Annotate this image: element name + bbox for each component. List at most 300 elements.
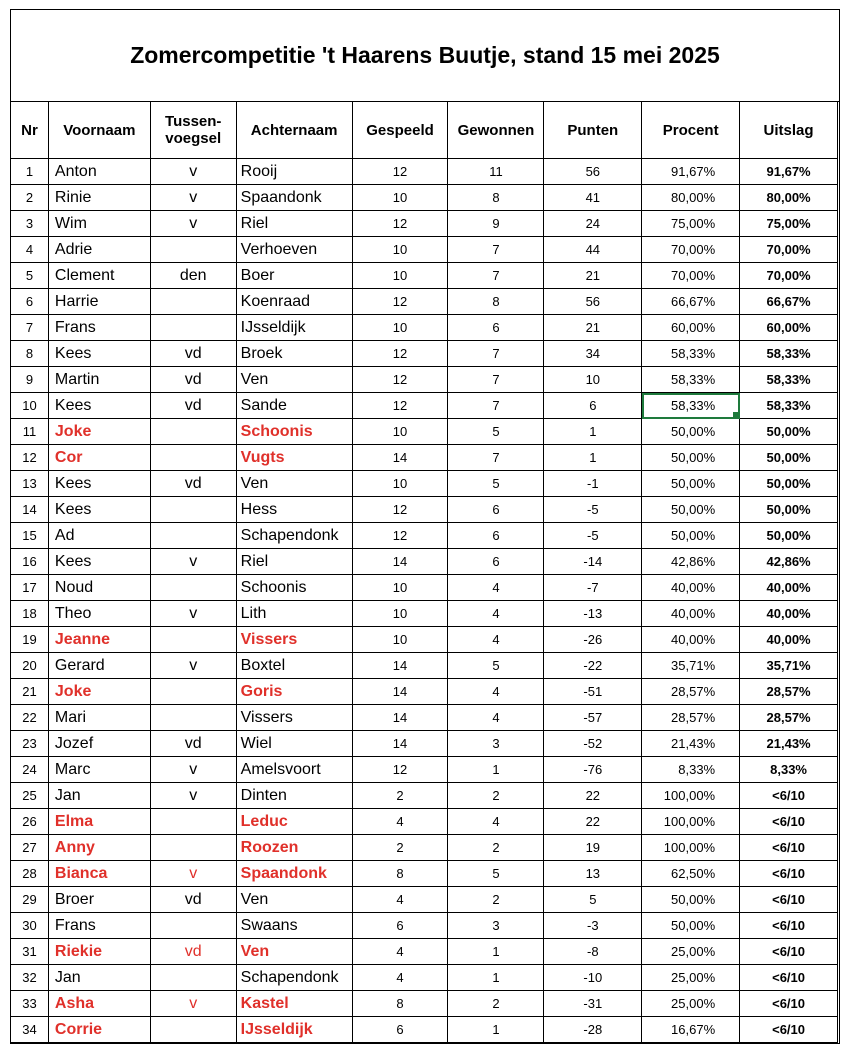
cell-gespeeld[interactable]: 12 bbox=[352, 211, 448, 237]
cell-nr[interactable]: 18 bbox=[11, 601, 49, 627]
cell-nr[interactable]: 12 bbox=[11, 445, 49, 471]
cell-tussenvoegsel[interactable]: vd bbox=[150, 887, 236, 913]
cell-punten[interactable]: -51 bbox=[544, 679, 642, 705]
cell-achternaam[interactable]: Spaandonk bbox=[236, 185, 352, 211]
cell-uitslag[interactable]: <6/10 bbox=[740, 887, 838, 913]
header-gespeeld[interactable]: Gespeeld bbox=[352, 102, 448, 159]
cell-nr[interactable]: 32 bbox=[11, 965, 49, 991]
cell-procent[interactable]: 50,00% bbox=[642, 471, 740, 497]
cell-nr[interactable]: 4 bbox=[11, 237, 49, 263]
cell-punten[interactable]: 10 bbox=[544, 367, 642, 393]
cell-voornaam[interactable]: Ad bbox=[48, 523, 150, 549]
cell-procent[interactable]: 50,00% bbox=[642, 913, 740, 939]
cell-gespeeld[interactable]: 8 bbox=[352, 991, 448, 1017]
cell-procent[interactable]: 58,33% bbox=[642, 367, 740, 393]
cell-uitslag[interactable]: 60,00% bbox=[740, 315, 838, 341]
cell-achternaam[interactable]: Ven bbox=[236, 939, 352, 965]
cell-achternaam[interactable]: Rooij bbox=[236, 159, 352, 185]
cell-tussenvoegsel[interactable]: v bbox=[150, 783, 236, 809]
cell-punten[interactable]: -26 bbox=[544, 627, 642, 653]
cell-tussenvoegsel[interactable]: v bbox=[150, 991, 236, 1017]
cell-tussenvoegsel[interactable] bbox=[150, 445, 236, 471]
cell-procent[interactable]: 50,00% bbox=[642, 887, 740, 913]
cell-tussenvoegsel[interactable] bbox=[150, 315, 236, 341]
cell-voornaam[interactable]: Gerard bbox=[48, 653, 150, 679]
cell-voornaam[interactable]: Mari bbox=[48, 705, 150, 731]
cell-gewonnen[interactable]: 7 bbox=[448, 445, 544, 471]
cell-voornaam[interactable]: Rinie bbox=[48, 185, 150, 211]
cell-punten[interactable]: 56 bbox=[544, 289, 642, 315]
cell-gespeeld[interactable]: 14 bbox=[352, 653, 448, 679]
cell-gewonnen[interactable]: 5 bbox=[448, 419, 544, 445]
cell-gewonnen[interactable]: 7 bbox=[448, 341, 544, 367]
cell-gespeeld[interactable]: 14 bbox=[352, 549, 448, 575]
cell-achternaam[interactable]: Lith bbox=[236, 601, 352, 627]
cell-procent[interactable]: 21,43% bbox=[642, 731, 740, 757]
cell-punten[interactable]: -52 bbox=[544, 731, 642, 757]
cell-nr[interactable]: 8 bbox=[11, 341, 49, 367]
cell-uitslag[interactable]: 28,57% bbox=[740, 705, 838, 731]
cell-tussenvoegsel[interactable] bbox=[150, 705, 236, 731]
cell-uitslag[interactable]: <6/10 bbox=[740, 913, 838, 939]
cell-punten[interactable]: 21 bbox=[544, 263, 642, 289]
cell-nr[interactable]: 17 bbox=[11, 575, 49, 601]
cell-gewonnen[interactable]: 2 bbox=[448, 991, 544, 1017]
cell-uitslag[interactable]: <6/10 bbox=[740, 861, 838, 887]
cell-punten[interactable]: -10 bbox=[544, 965, 642, 991]
cell-procent[interactable]: 70,00% bbox=[642, 237, 740, 263]
cell-nr[interactable]: 33 bbox=[11, 991, 49, 1017]
cell-achternaam[interactable]: Vissers bbox=[236, 705, 352, 731]
cell-tussenvoegsel[interactable]: vd bbox=[150, 731, 236, 757]
cell-procent[interactable]: 70,00% bbox=[642, 263, 740, 289]
cell-punten[interactable]: 34 bbox=[544, 341, 642, 367]
cell-gewonnen[interactable]: 5 bbox=[448, 861, 544, 887]
cell-voornaam[interactable]: Frans bbox=[48, 913, 150, 939]
cell-punten[interactable]: 6 bbox=[544, 393, 642, 419]
cell-achternaam[interactable]: Goris bbox=[236, 679, 352, 705]
cell-gespeeld[interactable]: 2 bbox=[352, 783, 448, 809]
cell-punten[interactable]: -22 bbox=[544, 653, 642, 679]
cell-procent[interactable]: 42,86% bbox=[642, 549, 740, 575]
fill-handle[interactable] bbox=[733, 412, 739, 418]
cell-voornaam[interactable]: Corrie bbox=[48, 1017, 150, 1043]
cell-achternaam[interactable]: Leduc bbox=[236, 809, 352, 835]
cell-tussenvoegsel[interactable] bbox=[150, 237, 236, 263]
cell-gespeeld[interactable]: 14 bbox=[352, 679, 448, 705]
cell-achternaam[interactable]: Boxtel bbox=[236, 653, 352, 679]
cell-achternaam[interactable]: Schoonis bbox=[236, 575, 352, 601]
cell-tussenvoegsel[interactable] bbox=[150, 289, 236, 315]
cell-punten[interactable]: 13 bbox=[544, 861, 642, 887]
cell-gewonnen[interactable]: 11 bbox=[448, 159, 544, 185]
cell-nr[interactable]: 14 bbox=[11, 497, 49, 523]
cell-voornaam[interactable]: Jozef bbox=[48, 731, 150, 757]
cell-voornaam[interactable]: Broer bbox=[48, 887, 150, 913]
cell-voornaam[interactable]: Joke bbox=[48, 679, 150, 705]
cell-procent[interactable]: 100,00% bbox=[642, 809, 740, 835]
cell-voornaam[interactable]: Anton bbox=[48, 159, 150, 185]
cell-voornaam[interactable]: Joke bbox=[48, 419, 150, 445]
cell-achternaam[interactable]: IJsseldijk bbox=[236, 315, 352, 341]
cell-uitslag[interactable]: <6/10 bbox=[740, 939, 838, 965]
cell-nr[interactable]: 6 bbox=[11, 289, 49, 315]
cell-gespeeld[interactable]: 10 bbox=[352, 419, 448, 445]
cell-punten[interactable]: 24 bbox=[544, 211, 642, 237]
cell-achternaam[interactable]: Schapendonk bbox=[236, 965, 352, 991]
cell-achternaam[interactable]: Schapendonk bbox=[236, 523, 352, 549]
cell-uitslag[interactable]: 40,00% bbox=[740, 575, 838, 601]
cell-gewonnen[interactable]: 3 bbox=[448, 731, 544, 757]
cell-nr[interactable]: 29 bbox=[11, 887, 49, 913]
cell-achternaam[interactable]: Broek bbox=[236, 341, 352, 367]
cell-uitslag[interactable]: 66,67% bbox=[740, 289, 838, 315]
cell-uitslag[interactable]: <6/10 bbox=[740, 783, 838, 809]
cell-procent[interactable]: 40,00% bbox=[642, 601, 740, 627]
cell-achternaam[interactable]: IJsseldijk bbox=[236, 1017, 352, 1043]
cell-gewonnen[interactable]: 3 bbox=[448, 913, 544, 939]
cell-nr[interactable]: 13 bbox=[11, 471, 49, 497]
cell-tussenvoegsel[interactable]: v bbox=[150, 757, 236, 783]
cell-gewonnen[interactable]: 1 bbox=[448, 939, 544, 965]
cell-uitslag[interactable]: 8,33% bbox=[740, 757, 838, 783]
cell-achternaam[interactable]: Dinten bbox=[236, 783, 352, 809]
cell-nr[interactable]: 7 bbox=[11, 315, 49, 341]
cell-punten[interactable]: -57 bbox=[544, 705, 642, 731]
cell-gespeeld[interactable]: 12 bbox=[352, 757, 448, 783]
cell-uitslag[interactable]: <6/10 bbox=[740, 809, 838, 835]
cell-procent[interactable]: 62,50% bbox=[642, 861, 740, 887]
cell-achternaam[interactable]: Wiel bbox=[236, 731, 352, 757]
cell-gewonnen[interactable]: 7 bbox=[448, 263, 544, 289]
cell-achternaam[interactable]: Ven bbox=[236, 887, 352, 913]
cell-gewonnen[interactable]: 7 bbox=[448, 237, 544, 263]
cell-uitslag[interactable]: 75,00% bbox=[740, 211, 838, 237]
cell-tussenvoegsel[interactable]: v bbox=[150, 549, 236, 575]
cell-uitslag[interactable]: 40,00% bbox=[740, 601, 838, 627]
cell-tussenvoegsel[interactable]: vd bbox=[150, 939, 236, 965]
cell-achternaam[interactable]: Schoonis bbox=[236, 419, 352, 445]
cell-voornaam[interactable]: Noud bbox=[48, 575, 150, 601]
cell-tussenvoegsel[interactable] bbox=[150, 965, 236, 991]
cell-nr[interactable]: 22 bbox=[11, 705, 49, 731]
cell-procent[interactable]: 100,00% bbox=[642, 835, 740, 861]
cell-nr[interactable]: 10 bbox=[11, 393, 49, 419]
cell-achternaam[interactable]: Boer bbox=[236, 263, 352, 289]
cell-voornaam[interactable]: Anny bbox=[48, 835, 150, 861]
selected-cell[interactable]: 58,33% bbox=[642, 393, 740, 419]
cell-procent[interactable]: 60,00% bbox=[642, 315, 740, 341]
cell-uitslag[interactable]: 50,00% bbox=[740, 523, 838, 549]
cell-tussenvoegsel[interactable]: vd bbox=[150, 393, 236, 419]
cell-nr[interactable]: 23 bbox=[11, 731, 49, 757]
cell-nr[interactable]: 25 bbox=[11, 783, 49, 809]
cell-gewonnen[interactable]: 7 bbox=[448, 393, 544, 419]
cell-procent[interactable]: 40,00% bbox=[642, 627, 740, 653]
cell-achternaam[interactable]: Kastel bbox=[236, 991, 352, 1017]
cell-uitslag[interactable]: 58,33% bbox=[740, 393, 838, 419]
cell-punten[interactable]: 5 bbox=[544, 887, 642, 913]
header-punten[interactable]: Punten bbox=[544, 102, 642, 159]
cell-tussenvoegsel[interactable]: v bbox=[150, 159, 236, 185]
cell-gespeeld[interactable]: 10 bbox=[352, 471, 448, 497]
cell-gewonnen[interactable]: 7 bbox=[448, 367, 544, 393]
cell-achternaam[interactable]: Koenraad bbox=[236, 289, 352, 315]
cell-punten[interactable]: -5 bbox=[544, 497, 642, 523]
cell-procent[interactable]: 50,00% bbox=[642, 523, 740, 549]
cell-uitslag[interactable]: 40,00% bbox=[740, 627, 838, 653]
cell-gewonnen[interactable]: 4 bbox=[448, 575, 544, 601]
cell-voornaam[interactable]: Frans bbox=[48, 315, 150, 341]
header-gewonnen[interactable]: Gewonnen bbox=[448, 102, 544, 159]
cell-tussenvoegsel[interactable]: vd bbox=[150, 367, 236, 393]
cell-tussenvoegsel[interactable] bbox=[150, 419, 236, 445]
cell-gewonnen[interactable]: 8 bbox=[448, 185, 544, 211]
header-tussenvoegsel[interactable]: Tussen- voegsel bbox=[150, 102, 236, 159]
cell-procent[interactable]: 66,67% bbox=[642, 289, 740, 315]
cell-gewonnen[interactable]: 1 bbox=[448, 757, 544, 783]
cell-procent[interactable]: 40,00% bbox=[642, 575, 740, 601]
cell-gespeeld[interactable]: 10 bbox=[352, 263, 448, 289]
cell-voornaam[interactable]: Marc bbox=[48, 757, 150, 783]
header-voornaam[interactable]: Voornaam bbox=[48, 102, 150, 159]
cell-punten[interactable]: 56 bbox=[544, 159, 642, 185]
cell-gewonnen[interactable]: 4 bbox=[448, 679, 544, 705]
cell-punten[interactable]: -28 bbox=[544, 1017, 642, 1043]
cell-voornaam[interactable]: Kees bbox=[48, 341, 150, 367]
cell-punten[interactable]: 21 bbox=[544, 315, 642, 341]
cell-voornaam[interactable]: Bianca bbox=[48, 861, 150, 887]
cell-tussenvoegsel[interactable] bbox=[150, 497, 236, 523]
cell-voornaam[interactable]: Clement bbox=[48, 263, 150, 289]
cell-procent[interactable]: 16,67% bbox=[642, 1017, 740, 1043]
cell-gespeeld[interactable]: 6 bbox=[352, 913, 448, 939]
cell-tussenvoegsel[interactable] bbox=[150, 1017, 236, 1043]
cell-tussenvoegsel[interactable] bbox=[150, 575, 236, 601]
cell-voornaam[interactable]: Jan bbox=[48, 965, 150, 991]
cell-gespeeld[interactable]: 12 bbox=[352, 497, 448, 523]
cell-tussenvoegsel[interactable] bbox=[150, 627, 236, 653]
cell-uitslag[interactable]: 50,00% bbox=[740, 419, 838, 445]
cell-nr[interactable]: 2 bbox=[11, 185, 49, 211]
cell-procent[interactable]: 28,57% bbox=[642, 705, 740, 731]
cell-gewonnen[interactable]: 5 bbox=[448, 471, 544, 497]
cell-voornaam[interactable]: Cor bbox=[48, 445, 150, 471]
cell-punten[interactable]: -5 bbox=[544, 523, 642, 549]
cell-nr[interactable]: 24 bbox=[11, 757, 49, 783]
cell-achternaam[interactable]: Hess bbox=[236, 497, 352, 523]
cell-gespeeld[interactable]: 12 bbox=[352, 393, 448, 419]
cell-procent[interactable]: 80,00% bbox=[642, 185, 740, 211]
cell-punten[interactable]: -13 bbox=[544, 601, 642, 627]
cell-gewonnen[interactable]: 2 bbox=[448, 783, 544, 809]
cell-gewonnen[interactable]: 2 bbox=[448, 835, 544, 861]
cell-gespeeld[interactable]: 10 bbox=[352, 575, 448, 601]
cell-punten[interactable]: 1 bbox=[544, 445, 642, 471]
cell-uitslag[interactable]: 50,00% bbox=[740, 471, 838, 497]
cell-gewonnen[interactable]: 4 bbox=[448, 809, 544, 835]
cell-achternaam[interactable]: Riel bbox=[236, 549, 352, 575]
cell-gespeeld[interactable]: 12 bbox=[352, 289, 448, 315]
cell-gespeeld[interactable]: 10 bbox=[352, 315, 448, 341]
cell-achternaam[interactable]: Ven bbox=[236, 367, 352, 393]
cell-voornaam[interactable]: Kees bbox=[48, 393, 150, 419]
cell-achternaam[interactable]: Ven bbox=[236, 471, 352, 497]
cell-gewonnen[interactable]: 4 bbox=[448, 705, 544, 731]
cell-tussenvoegsel[interactable]: v bbox=[150, 601, 236, 627]
cell-tussenvoegsel[interactable] bbox=[150, 679, 236, 705]
cell-voornaam[interactable]: Wim bbox=[48, 211, 150, 237]
cell-procent[interactable]: 91,67% bbox=[642, 159, 740, 185]
cell-gewonnen[interactable]: 8 bbox=[448, 289, 544, 315]
cell-achternaam[interactable]: Riel bbox=[236, 211, 352, 237]
cell-uitslag[interactable]: 70,00% bbox=[740, 237, 838, 263]
header-nr[interactable]: Nr bbox=[11, 102, 49, 159]
cell-gespeeld[interactable]: 4 bbox=[352, 965, 448, 991]
cell-tussenvoegsel[interactable] bbox=[150, 913, 236, 939]
cell-uitslag[interactable]: 50,00% bbox=[740, 497, 838, 523]
cell-voornaam[interactable]: Asha bbox=[48, 991, 150, 1017]
cell-uitslag[interactable]: 35,71% bbox=[740, 653, 838, 679]
cell-nr[interactable]: 5 bbox=[11, 263, 49, 289]
cell-nr[interactable]: 30 bbox=[11, 913, 49, 939]
cell-gespeeld[interactable]: 10 bbox=[352, 185, 448, 211]
cell-tussenvoegsel[interactable]: v bbox=[150, 653, 236, 679]
cell-gewonnen[interactable]: 6 bbox=[448, 497, 544, 523]
cell-nr[interactable]: 26 bbox=[11, 809, 49, 835]
cell-achternaam[interactable]: Vissers bbox=[236, 627, 352, 653]
cell-procent[interactable]: 25,00% bbox=[642, 991, 740, 1017]
cell-procent[interactable]: 58,33% bbox=[642, 341, 740, 367]
cell-tussenvoegsel[interactable] bbox=[150, 523, 236, 549]
cell-tussenvoegsel[interactable]: v bbox=[150, 211, 236, 237]
cell-gewonnen[interactable]: 4 bbox=[448, 627, 544, 653]
cell-nr[interactable]: 31 bbox=[11, 939, 49, 965]
cell-tussenvoegsel[interactable] bbox=[150, 835, 236, 861]
cell-uitslag[interactable]: 58,33% bbox=[740, 341, 838, 367]
cell-nr[interactable]: 34 bbox=[11, 1017, 49, 1043]
cell-achternaam[interactable]: Verhoeven bbox=[236, 237, 352, 263]
cell-gespeeld[interactable]: 4 bbox=[352, 939, 448, 965]
header-procent[interactable]: Procent bbox=[642, 102, 740, 159]
cell-gespeeld[interactable]: 12 bbox=[352, 159, 448, 185]
cell-gespeeld[interactable]: 12 bbox=[352, 523, 448, 549]
cell-achternaam[interactable]: Vugts bbox=[236, 445, 352, 471]
cell-procent[interactable]: 50,00% bbox=[642, 419, 740, 445]
cell-punten[interactable]: -8 bbox=[544, 939, 642, 965]
cell-tussenvoegsel[interactable]: vd bbox=[150, 341, 236, 367]
cell-uitslag[interactable]: 70,00% bbox=[740, 263, 838, 289]
header-achternaam[interactable]: Achternaam bbox=[236, 102, 352, 159]
cell-tussenvoegsel[interactable] bbox=[150, 809, 236, 835]
cell-achternaam[interactable]: Spaandonk bbox=[236, 861, 352, 887]
cell-voornaam[interactable]: Kees bbox=[48, 497, 150, 523]
cell-gewonnen[interactable]: 2 bbox=[448, 887, 544, 913]
cell-punten[interactable]: 22 bbox=[544, 783, 642, 809]
cell-uitslag[interactable]: <6/10 bbox=[740, 1017, 838, 1043]
cell-nr[interactable]: 20 bbox=[11, 653, 49, 679]
cell-gespeeld[interactable]: 14 bbox=[352, 731, 448, 757]
cell-nr[interactable]: 27 bbox=[11, 835, 49, 861]
cell-tussenvoegsel[interactable]: v bbox=[150, 861, 236, 887]
cell-gespeeld[interactable]: 8 bbox=[352, 861, 448, 887]
cell-punten[interactable]: 44 bbox=[544, 237, 642, 263]
cell-achternaam[interactable]: Amelsvoort bbox=[236, 757, 352, 783]
cell-punten[interactable]: 41 bbox=[544, 185, 642, 211]
cell-voornaam[interactable]: Theo bbox=[48, 601, 150, 627]
cell-gespeeld[interactable]: 10 bbox=[352, 237, 448, 263]
cell-gespeeld[interactable]: 10 bbox=[352, 601, 448, 627]
cell-procent[interactable]: 50,00% bbox=[642, 445, 740, 471]
cell-punten[interactable]: -14 bbox=[544, 549, 642, 575]
cell-punten[interactable]: -3 bbox=[544, 913, 642, 939]
cell-gespeeld[interactable]: 12 bbox=[352, 367, 448, 393]
cell-gewonnen[interactable]: 6 bbox=[448, 315, 544, 341]
cell-procent[interactable]: 50,00% bbox=[642, 497, 740, 523]
cell-nr[interactable]: 15 bbox=[11, 523, 49, 549]
cell-gespeeld[interactable]: 14 bbox=[352, 445, 448, 471]
cell-punten[interactable]: 19 bbox=[544, 835, 642, 861]
cell-procent[interactable]: 100,00% bbox=[642, 783, 740, 809]
cell-uitslag[interactable]: <6/10 bbox=[740, 991, 838, 1017]
cell-tussenvoegsel[interactable]: den bbox=[150, 263, 236, 289]
cell-voornaam[interactable]: Riekie bbox=[48, 939, 150, 965]
cell-nr[interactable]: 9 bbox=[11, 367, 49, 393]
cell-gewonnen[interactable]: 9 bbox=[448, 211, 544, 237]
cell-achternaam[interactable]: Swaans bbox=[236, 913, 352, 939]
cell-uitslag[interactable]: 80,00% bbox=[740, 185, 838, 211]
cell-nr[interactable]: 1 bbox=[11, 159, 49, 185]
cell-nr[interactable]: 11 bbox=[11, 419, 49, 445]
cell-uitslag[interactable]: 50,00% bbox=[740, 445, 838, 471]
cell-achternaam[interactable]: Sande bbox=[236, 393, 352, 419]
cell-voornaam[interactable]: Harrie bbox=[48, 289, 150, 315]
cell-nr[interactable]: 3 bbox=[11, 211, 49, 237]
cell-gespeeld[interactable]: 6 bbox=[352, 1017, 448, 1043]
cell-uitslag[interactable]: 58,33% bbox=[740, 367, 838, 393]
cell-punten[interactable]: 22 bbox=[544, 809, 642, 835]
cell-gewonnen[interactable]: 1 bbox=[448, 1017, 544, 1043]
cell-procent[interactable]: 25,00% bbox=[642, 965, 740, 991]
cell-gewonnen[interactable]: 1 bbox=[448, 965, 544, 991]
cell-punten[interactable]: 1 bbox=[544, 419, 642, 445]
cell-voornaam[interactable]: Adrie bbox=[48, 237, 150, 263]
cell-nr[interactable]: 16 bbox=[11, 549, 49, 575]
cell-punten[interactable]: -31 bbox=[544, 991, 642, 1017]
cell-procent[interactable]: 28,57% bbox=[642, 679, 740, 705]
cell-gespeeld[interactable]: 4 bbox=[352, 887, 448, 913]
cell-procent[interactable]: 8,33% bbox=[642, 757, 740, 783]
cell-gewonnen[interactable]: 6 bbox=[448, 549, 544, 575]
cell-punten[interactable]: -7 bbox=[544, 575, 642, 601]
cell-gewonnen[interactable]: 5 bbox=[448, 653, 544, 679]
cell-tussenvoegsel[interactable]: vd bbox=[150, 471, 236, 497]
cell-voornaam[interactable]: Kees bbox=[48, 549, 150, 575]
cell-procent[interactable]: 25,00% bbox=[642, 939, 740, 965]
cell-voornaam[interactable]: Martin bbox=[48, 367, 150, 393]
cell-nr[interactable]: 19 bbox=[11, 627, 49, 653]
cell-gewonnen[interactable]: 6 bbox=[448, 523, 544, 549]
cell-uitslag[interactable]: 28,57% bbox=[740, 679, 838, 705]
header-uitslag[interactable]: Uitslag bbox=[740, 102, 838, 159]
cell-gespeeld[interactable]: 2 bbox=[352, 835, 448, 861]
cell-voornaam[interactable]: Elma bbox=[48, 809, 150, 835]
cell-achternaam[interactable]: Roozen bbox=[236, 835, 352, 861]
cell-uitslag[interactable]: <6/10 bbox=[740, 965, 838, 991]
cell-nr[interactable]: 21 bbox=[11, 679, 49, 705]
cell-punten[interactable]: -1 bbox=[544, 471, 642, 497]
cell-voornaam[interactable]: Jan bbox=[48, 783, 150, 809]
